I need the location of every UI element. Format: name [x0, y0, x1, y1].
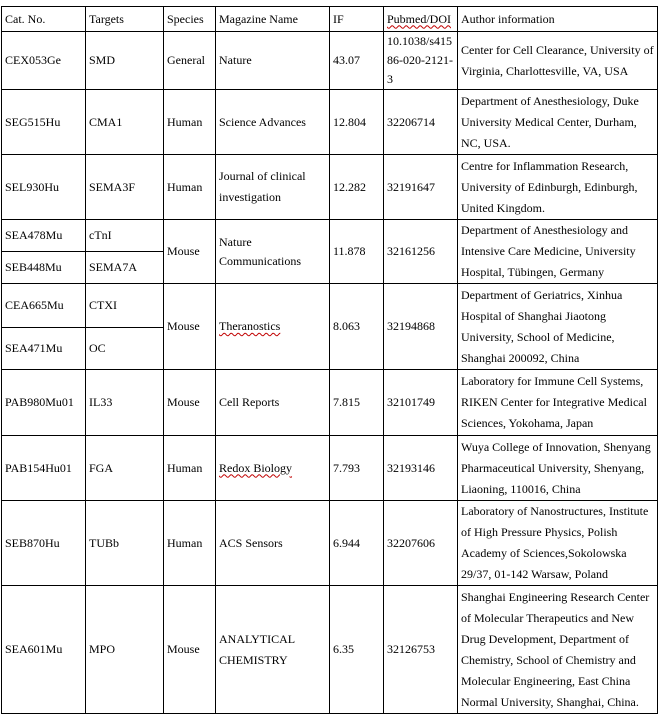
cell-species: Human — [164, 90, 216, 155]
cell-cat-no: CEX053Ge — [2, 32, 86, 90]
cell-if: 12.804 — [330, 90, 384, 155]
cell-if: 43.07 — [330, 32, 384, 90]
cell-pubmed: 32191647 — [384, 155, 458, 220]
cell-species: Mouse — [164, 220, 216, 284]
cell-pubmed: 32101749 — [384, 370, 458, 436]
header-pubmed: Pubmed/DOI — [384, 7, 458, 32]
cell-author: Centre for Inflammation Research, University of Edinburgh, Edinburgh, United Kingdom. — [458, 155, 658, 220]
cell-pubmed: 32194868 — [384, 284, 458, 370]
cell-target: FGA — [86, 436, 164, 501]
cell-species: Mouse — [164, 370, 216, 436]
header-author: Author information — [458, 7, 658, 32]
cell-magazine: Nature Communications — [216, 220, 330, 284]
cell-target: TUBb — [86, 501, 164, 586]
cell-if: 11.878 — [330, 220, 384, 284]
cell-pubmed: 32126753 — [384, 586, 458, 714]
cell-target: SEMA3F — [86, 155, 164, 220]
cell-author: Laboratory of Nanostructures, Institute of High Pressure Physics, Polish Academy of Sciences,Sokolowska 29/37, 01-142 Warsaw, Poland — [458, 501, 658, 586]
cell-pubmed: 32206714 — [384, 90, 458, 155]
cell-if: 6.35 — [330, 586, 384, 714]
cell-species: Mouse — [164, 284, 216, 370]
cell-if: 7.815 — [330, 370, 384, 436]
cell-author: Department of Geriatrics, Xinhua Hospital of Shanghai Jiaotong University, School of Medicine, Shanghai 200092, China — [458, 284, 658, 370]
cell-magazine: Journal of clinical investigation — [216, 155, 330, 220]
table-row — [2, 501, 658, 586]
table-row — [2, 436, 658, 501]
cell-author: Department of Anesthesiology and Intensive Care Medicine, University Hospital, Tübingen, Germany — [458, 220, 658, 284]
cell-species: General — [164, 32, 216, 90]
cell-species: Human — [164, 155, 216, 220]
table-header-row — [2, 7, 658, 32]
cell-cat-no: SEA478Mu — [2, 220, 86, 252]
cell-author: Shanghai Engineering Research Center of Molecular Therapeutics and New Drug Development, Department of Chemistry, School of Chemistry and Molecular Engineering, East China Normal University, Shanghai, China. — [458, 586, 658, 714]
cell-target: CMA1 — [86, 90, 164, 155]
header-targets: Targets — [86, 7, 164, 32]
table-row — [2, 586, 658, 714]
header-species: Species — [164, 7, 216, 32]
cell-species: Human — [164, 436, 216, 501]
cell-cat-no: SEA601Mu — [2, 586, 86, 714]
cell-target: cTnI — [86, 220, 164, 252]
cell-pubmed: 32161256 — [384, 220, 458, 284]
cell-magazine: Nature — [216, 32, 330, 90]
table-row — [2, 284, 658, 328]
cell-author: Wuya College of Innovation, Shenyang Pharmaceutical University, Shenyang, Liaoning, 110016, China — [458, 436, 658, 501]
cell-cat-no: SEA471Mu — [2, 328, 86, 370]
header-if: IF — [330, 7, 384, 32]
cell-target: MPO — [86, 586, 164, 714]
cell-magazine: ANALYTICAL CHEMISTRY — [216, 586, 330, 714]
table-row — [2, 32, 658, 90]
cell-cat-no: PAB980Mu01 — [2, 370, 86, 436]
cell-magazine: ACS Sensors — [216, 501, 330, 586]
cell-author: Center for Cell Clearance, University of Virginia, Charlottesville, VA, USA — [458, 32, 658, 90]
table-row — [2, 155, 658, 220]
cell-if: 6.944 — [330, 501, 384, 586]
cell-species: Human — [164, 501, 216, 586]
cell-species: Mouse — [164, 586, 216, 714]
cell-pubmed: 32207606 — [384, 501, 458, 586]
table-row — [2, 90, 658, 155]
cell-target: IL33 — [86, 370, 164, 436]
cell-target: SEMA7A — [86, 252, 164, 284]
cell-cat-no: SEG515Hu — [2, 90, 86, 155]
header-cat-no: Cat. No. — [2, 7, 86, 32]
cell-target: SMD — [86, 32, 164, 90]
cell-magazine: Redox Biology — [216, 436, 330, 501]
header-magazine: Magazine Name — [216, 7, 330, 32]
cell-magazine: Theranostics — [216, 284, 330, 370]
cell-target: CTXI — [86, 284, 164, 328]
cell-cat-no: SEB870Hu — [2, 501, 86, 586]
cell-cat-no: SEB448Mu — [2, 252, 86, 284]
cell-cat-no: CEA665Mu — [2, 284, 86, 328]
cell-magazine: Science Advances — [216, 90, 330, 155]
cell-magazine: Cell Reports — [216, 370, 330, 436]
citations-table — [1, 6, 658, 714]
table-row — [2, 370, 658, 436]
cell-pubmed: 10.1038/s41586-020-2121-3 — [384, 32, 458, 90]
table-row — [2, 220, 658, 252]
cell-if: 7.793 — [330, 436, 384, 501]
cell-pubmed: 32193146 — [384, 436, 458, 501]
cell-if: 12.282 — [330, 155, 384, 220]
cell-author: Department of Anesthesiology, Duke University Medical Center, Durham, NC, USA. — [458, 90, 658, 155]
cell-if: 8.063 — [330, 284, 384, 370]
cell-cat-no: PAB154Hu01 — [2, 436, 86, 501]
cell-target: OC — [86, 328, 164, 370]
cell-cat-no: SEL930Hu — [2, 155, 86, 220]
cell-author: Laboratory for Immune Cell Systems, RIKEN Center for Integrative Medical Sciences, Yokohama, Japan — [458, 370, 658, 436]
